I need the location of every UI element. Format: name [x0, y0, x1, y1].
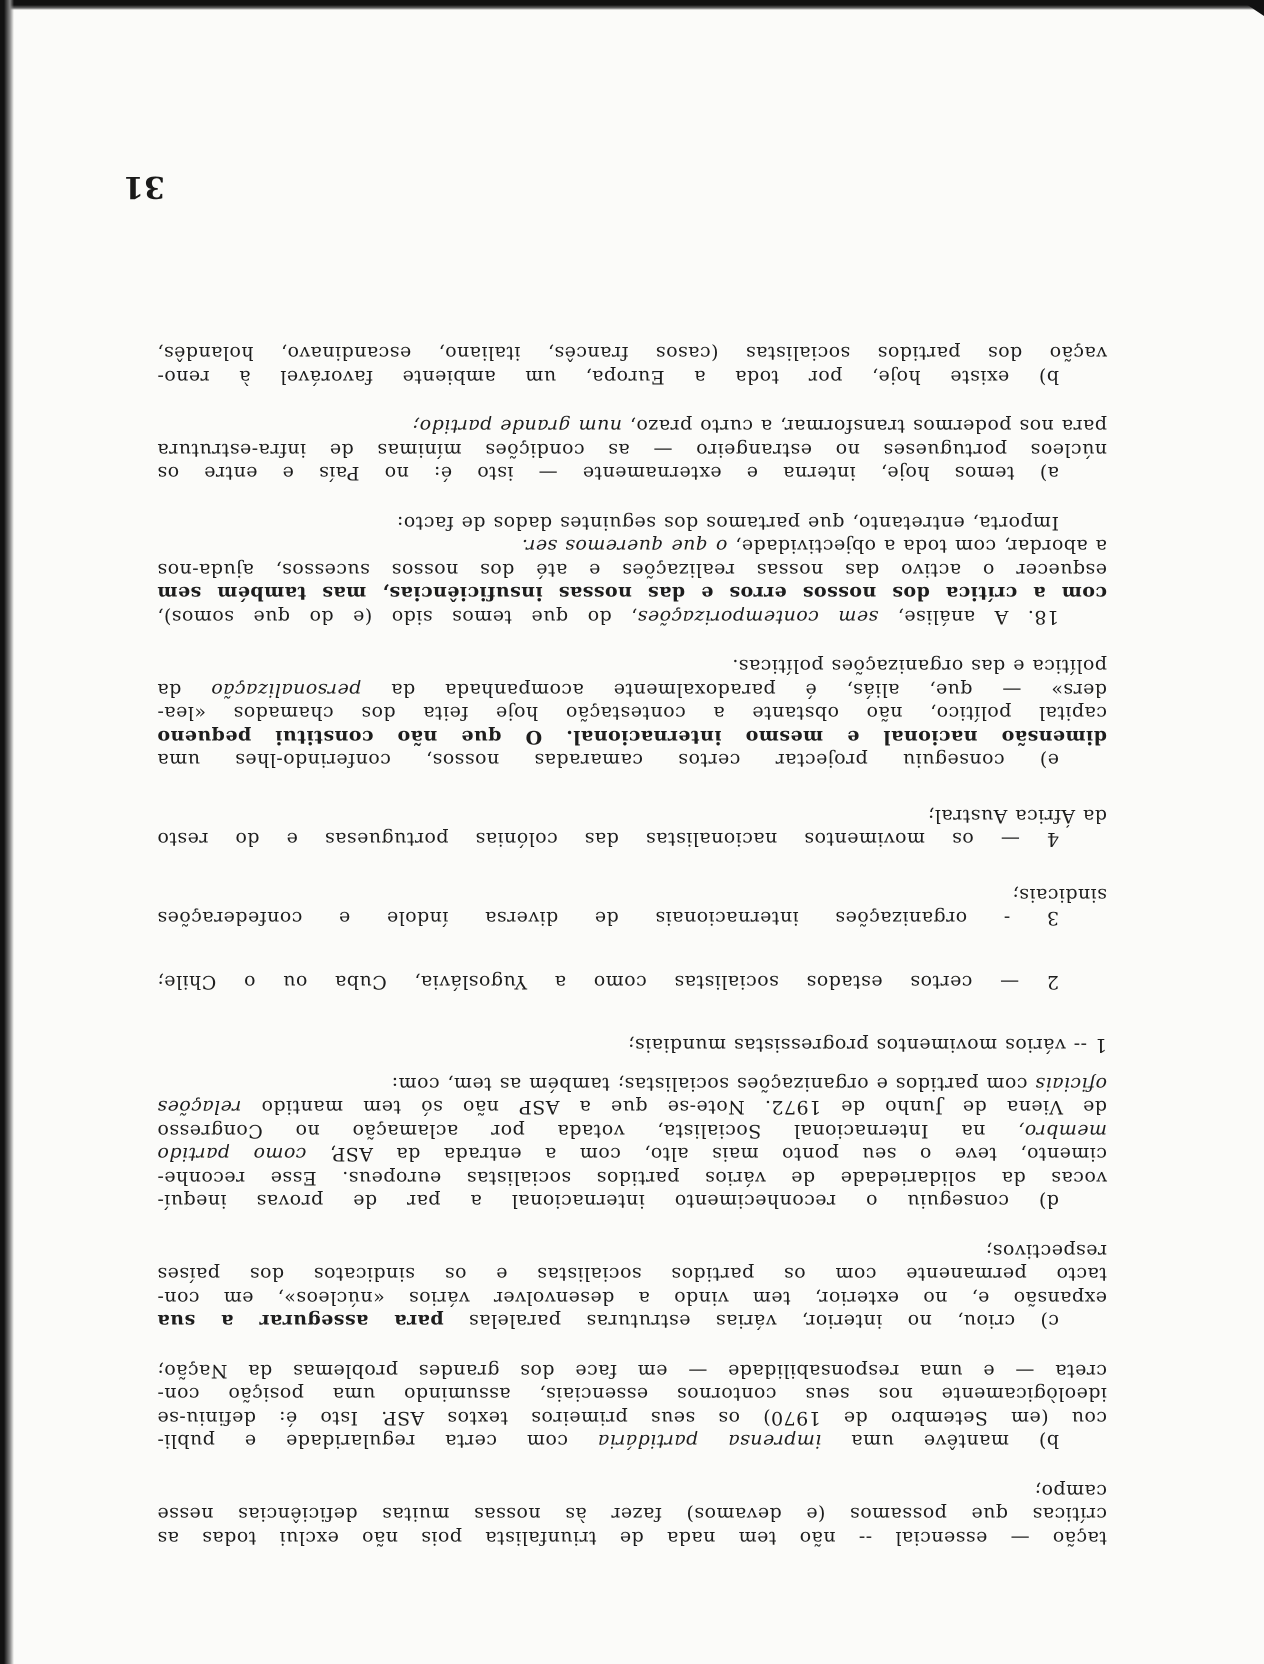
scan-border-edge: [0, 0, 1264, 10]
text-line: a) temos hoje, interna e externamente — isto é: no País e entre os: [157, 462, 1059, 485]
text-line: Importa, entretanto, que partamos dos seguintes dados de facto:: [396, 512, 1059, 534]
text-line: membro, na Internacional Socialista, votada por aclamação no Congresso: [157, 1120, 1107, 1142]
section-18-line: 18. A análise, sem contemporizações, do que temos sido (e do que somos),: [156, 606, 1059, 628]
list-item: 4 — os movimentos nacionalistas das colónias portuguesas e do resto: [157, 828, 1059, 851]
text-line: com a crítica dos nossos erros e das nossas insuficiências, mas também sem: [157, 582, 1107, 605]
text-line: b) mantêve uma imprensa partidária com certa regularidade e publi-: [157, 1430, 1059, 1453]
list-item: 1 -- vários movimentos progressistas mundiais;: [627, 1034, 1107, 1057]
text-line: tação — essencial -- não tem nada de triunfalista pois não exclui todas as: [157, 1527, 1107, 1549]
list-item: 2 — certos estados socialistas como a Yugoslávia, Cuba ou o Chile;: [157, 971, 1059, 993]
list-item: 3 - organizações internacionais de diversa índole e confederações: [157, 907, 1059, 930]
text-line: ders» — que, aliás, é paradoxalmente acompanhada da personalização da: [157, 679, 1107, 701]
text-line: vocas da solidariedade de vários partidos socialistas europeus. Esse reconhe-: [157, 1167, 1107, 1189]
text-line: para nos podermos transformar, a curto prazo, num grande partido;: [412, 415, 1107, 438]
text-line: expansão e, no exterior, tem vindo a desenvolver vários «núcleos», em con-: [157, 1287, 1107, 1309]
text-line: política e das organizações políticas.: [731, 655, 1107, 678]
scan-corner-mark: [1240, 0, 1264, 16]
text-line: creta — e uma responsabilidade — em face dos grandes problemas da Nação;: [157, 1360, 1107, 1382]
text-line: vação dos partidos socialistas (casos francês, italiano, escandinavo, holandês,: [157, 342, 1107, 365]
text-line: oficiais com partidos e organizações socialistas; também as tem, com:: [391, 1073, 1107, 1095]
text-line: sindicais;: [1011, 884, 1107, 906]
text-line: esquecer o activo das nossas realizações e até dos nossos sucessos, ajuda-nos: [157, 559, 1107, 581]
text-line: da África Austral;: [927, 805, 1107, 827]
text-line: e) conseguiu projectar certos camaradas nossos, conferindo-lhes uma: [157, 749, 1059, 772]
text-line: respectivos;: [985, 1240, 1107, 1262]
text-line: capital político, não obstante a contestação hoje feita dos chamados «lea-: [157, 702, 1107, 725]
text-line: d) conseguiu o reconhecimento internacional a par de provas inequí-: [157, 1190, 1059, 1213]
text-line: ideològicamente nos seus contornos essenciais, assumindo uma posição con-: [157, 1383, 1107, 1406]
text-line: b) existe hoje, por toda a Europa, um ambiente favorável à reno-: [157, 366, 1059, 388]
text-line: c) criou, no interior, várias estruturas paralelas para assegurar a sua: [157, 1310, 1059, 1333]
text-line: críticas que possamos (e devamos) fazer às nossas muitas deficiências nesse: [157, 1503, 1107, 1526]
text-line: cimento, teve o seu ponto mais alto, com a entrada da ASP, como partido: [157, 1143, 1107, 1166]
text-line: cou (em Setembro de 1970) os seus primeiros textos ASP. Isto é: definiu-se: [157, 1407, 1107, 1429]
text-line: núcleos portugueses no estrangeiro — as condições mínimas de infra-estrutura: [157, 439, 1107, 461]
text-line: de Viena de Junho de 1972. Note-se que a ASP não só tem mantido relações: [157, 1096, 1107, 1119]
text-line: campo;: [1034, 1480, 1107, 1502]
body-text: [157, 341, 1107, 1549]
page-number: 31: [123, 169, 165, 204]
scan-border-side: [0, 0, 14, 1664]
text-line: a abordar, com toda a objectividade, o que queremos ser.: [521, 535, 1107, 558]
text-line: tacto permanente com os partidos socialistas e os sindicatos dos países: [157, 1263, 1107, 1286]
text-line: dimensão nacional e mesmo internacional. O que não constitui pequeno: [157, 726, 1107, 748]
